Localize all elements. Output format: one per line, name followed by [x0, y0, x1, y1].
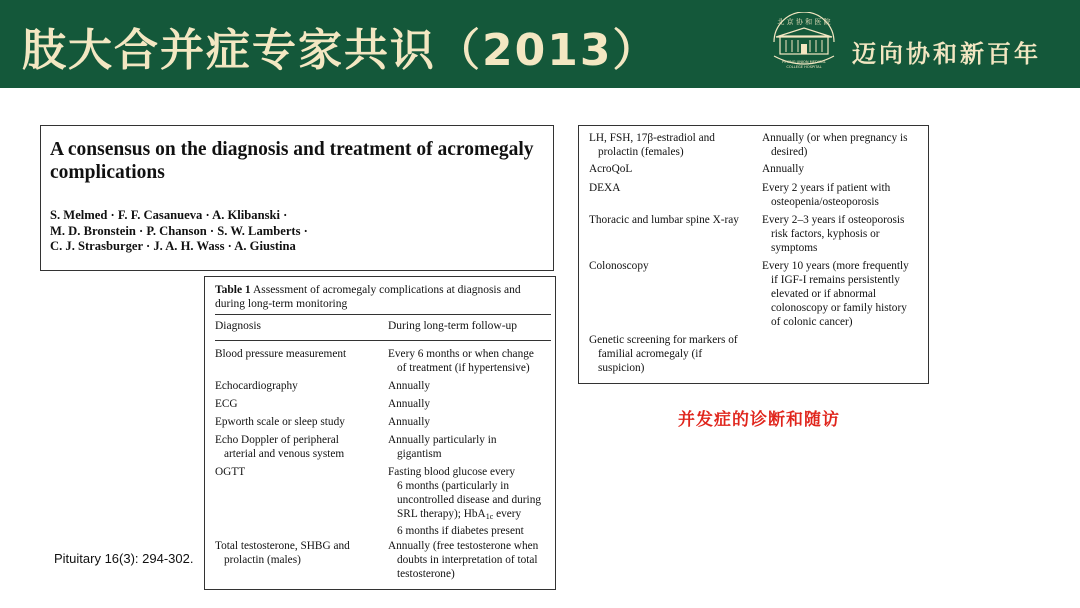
table2-row-2-diagnosis: DEXA — [589, 182, 621, 194]
complications-note: 并发症的诊断和随访 — [678, 410, 840, 430]
paper-authors — [50, 208, 308, 255]
table1-caption — [215, 283, 551, 311]
table2-row-1-diagnosis: AcroQoL — [589, 163, 633, 175]
table2-row-5-diagnosis: Genetic screening for markers of familial acromegaly (if suspicion) — [589, 334, 738, 374]
table1-row-1-diagnosis: Echocardiography — [215, 380, 298, 392]
table-rule — [215, 340, 551, 341]
hospital-logo-icon — [766, 12, 842, 74]
author-line: S. Melmed · F. F. Casanueva · A. Klibanski · — [50, 208, 288, 222]
table2-row-4-diagnosis: Colonoscopy — [589, 260, 649, 272]
paper-title-box — [40, 125, 554, 271]
author-line: M. D. Bronstein · P. Chanson · S. W. Lamberts · — [50, 223, 308, 238]
table1-box — [204, 276, 556, 590]
paper-title: A consensus on the diagnosis and treatment of acromegaly complications — [50, 139, 534, 183]
header-bar — [0, 0, 1080, 88]
svg-text:COLLEGE HOSPITAL: COLLEGE HOSPITAL — [786, 65, 822, 69]
logo-arc-text: 北 京 协 和 医 院 — [777, 18, 831, 26]
table1-row-4-diagnosis: Echo Doppler of peripheral arterial and venous system — [215, 434, 345, 460]
table2-row-0-followup: Annually (or when pregnancy is desired) — [762, 132, 908, 158]
table1-row-5-followup: Fasting blood glucose every 6 months (particularly in uncontrolled disease and during SRL therapy); HbA$_{1c}$ every 6 months if diabetes present — [388, 466, 541, 537]
table2-row-4-followup: Every 10 years (more frequently if IGF-I remains persistently elevated or if abnormal colonoscopy or family history of colonic cancer) — [762, 260, 909, 328]
table1-col-diagnosis: Diagnosis — [215, 320, 261, 332]
table2-row-3-diagnosis: Thoracic and lumbar spine X-ray — [589, 214, 739, 226]
table1-caption-text: Assessment of acromegaly complications at diagnosis and during long-term monitoring — [215, 284, 521, 310]
table1-row-3-diagnosis: Epworth scale or sleep study — [215, 416, 345, 428]
slogan: 迈向协和新百年 — [852, 39, 1041, 68]
table1-row-2-followup: Annually — [388, 398, 431, 410]
table1-row-0-followup: Every 6 months or when change of treatment (if hypertensive) — [388, 348, 534, 374]
table1-row-6-diagnosis: Total testosterone, SHBG and prolactin (males) — [215, 540, 350, 566]
table1-row-2-diagnosis: ECG — [215, 398, 238, 410]
citation: Pituitary 16(3): 294-302. — [54, 551, 194, 566]
table1-row-6-followup: Annually (free testosterone when doubts in interpretation of total testosterone) — [388, 540, 539, 580]
table2-row-3-followup: Every 2–3 years if osteoporosis risk factors, kyphosis or symptoms — [762, 214, 905, 254]
table2-row-2-followup: Every 2 years if patient with osteopenia/osteoporosis — [762, 182, 891, 208]
table1-continued-box — [578, 125, 929, 384]
table2-row-1-followup: Annually — [762, 163, 805, 175]
table1-caption-label: Table 1 — [215, 284, 251, 296]
svg-text:PEKING UNION MEDICAL: PEKING UNION MEDICAL — [782, 60, 826, 64]
table-rule — [215, 314, 551, 315]
table2-row-0-diagnosis: LH, FSH, 17β-estradiol and prolactin (females) — [589, 132, 715, 158]
table1-col-followup: During long-term follow-up — [388, 320, 518, 332]
table1-row-4-followup: Annually particularly in gigantism — [388, 434, 497, 460]
table1-row-5-diagnosis: OGTT — [215, 466, 246, 478]
table1-row-1-followup: Annually — [388, 380, 431, 392]
slide-title: 肢大合并症专家共识（2013） — [22, 25, 659, 76]
table1-row-0-diagnosis: Blood pressure measurement — [215, 348, 347, 360]
author-line: C. J. Strasburger · J. A. H. Wass · A. Giustina — [50, 239, 296, 253]
table1-row-3-followup: Annually — [388, 416, 431, 428]
